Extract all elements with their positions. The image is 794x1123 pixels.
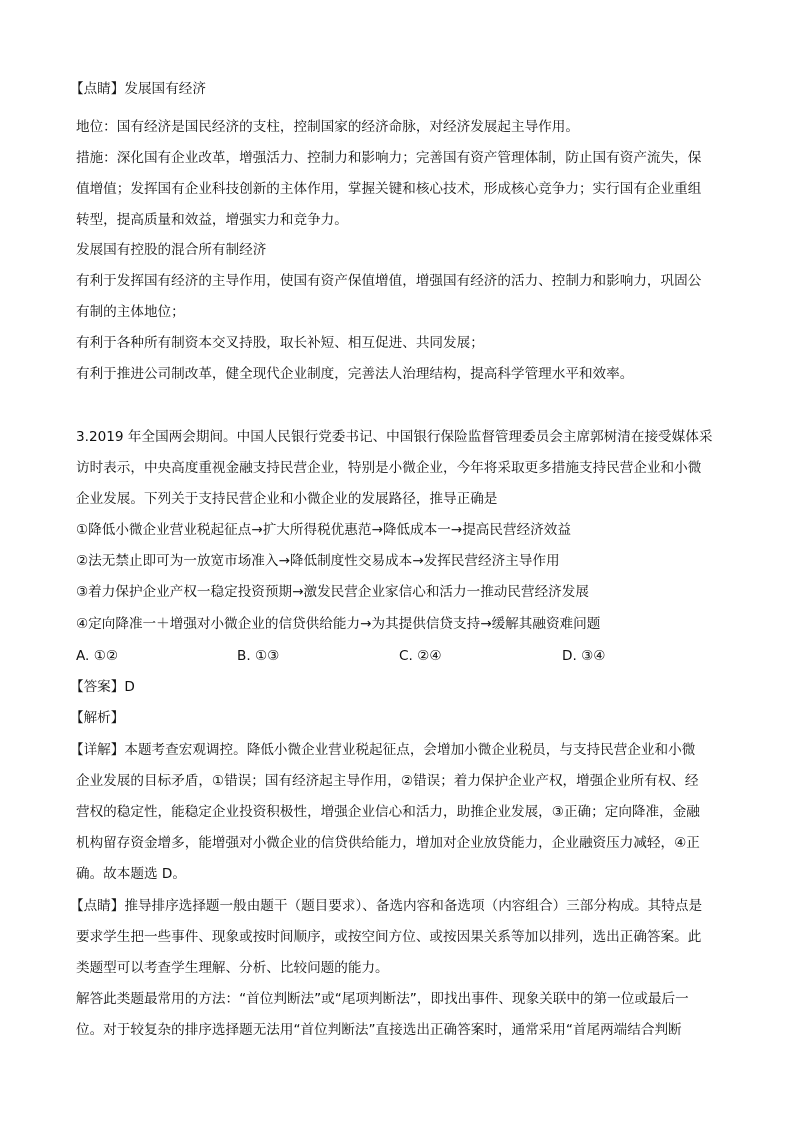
detail-line: 【详解】本题考查宏观调控。降低小微企业营业税起征点，会增加小微企业税员，与支持民营企业和小微: [70, 742, 696, 758]
option-c: C. ②④: [399, 648, 442, 664]
paragraph-line: 转型，提高质量和效益，增强实力和竞争力。: [76, 212, 348, 228]
paragraph-line: 有利于推进公司制改革，健全现代企业制度，完善法人治理结构，提高科学管理水平和效率。: [76, 366, 634, 382]
question-stem-line: 企业发展。下列关于支持民营企业和小微企业的发展路径，推导正确是: [76, 491, 498, 507]
question-item: ②法无禁止即可为一放宽市场准入→降低制度性交易成本→发挥民营经济主导作用: [76, 553, 560, 569]
question-item: ①降低小微企业营业税起征点→扩大所得税优惠范→降低成本一→提高民营经济效益: [76, 522, 571, 538]
tip-line: 【点睛】推导排序选择题一般由题干（题目要求）、备选内容和备选项（内容组合）三部分构成。其特点是: [70, 898, 703, 914]
tip-line: 解答此类题最常用的方法：“首位判断法”或“尾项判断法”，即找出事件、现象关联中的第一位或最后一: [76, 991, 689, 1007]
detail-line: 企业发展的目标矛盾，①错误；国有经济起主导作用，②错误；着力保护企业产权，增强企业所有权、经: [76, 773, 699, 789]
tip-line: 类题型可以考查学生理解、分析、比较问题的能力。: [76, 960, 389, 976]
answer-options: [76, 646, 726, 666]
tip-heading: 【点睛】发展国有经济: [70, 81, 206, 97]
paragraph-line: 发展国有控股的混合所有制经济: [76, 242, 267, 258]
option-a: A. ①②: [76, 648, 119, 664]
question-item: ④定向降准一＋增强对小微企业的信贷供给能力→为其提供信贷支持→缓解其融资难问题: [76, 616, 601, 632]
option-d: D. ③④: [562, 648, 606, 664]
question-item: ③着力保护企业产权一稳定投资预期→激发民营企业家信心和活力一推动民营经济发展: [76, 584, 589, 600]
paragraph-line: 有利于发挥国有经济的主导作用，使国有资产保值增值，增强国有经济的活力、控制力和影响力，巩固公: [76, 273, 702, 289]
tip-line: 要求学生把一些事件、现象或按时间顺序，或按空间方位、或按因果关系等加以排列，选出正确答案。此: [76, 929, 702, 945]
detail-line: 营权的稳定性，能稳定企业投资积极性，增强企业信心和活力，助推企业发展，③正确；定向降准，金融: [76, 804, 700, 820]
answer-line: 【答案】D: [70, 679, 135, 695]
tip-line: 位。对于较复杂的排序选择题无法用“首位判断法”直接选出正确答案时，通常采用“首尾两端结合判断: [76, 1022, 682, 1038]
paragraph-line: 值增值；发挥国有企业科技创新的主体作用，掌握关键和核心技术，形成核心竞争力；实行国有企业重组: [76, 181, 702, 197]
paragraph-line: 有制的主体地位；: [76, 304, 185, 320]
detail-line: 确。故本题选 D。: [76, 866, 186, 882]
analysis-label: 【解析】: [70, 710, 125, 726]
question-stem-line: 3.2019 年全国两会期间。中国人民银行党委书记、中国银行保险监督管理委员会主席郭树清在接受媒体采: [76, 429, 713, 445]
question-stem-line: 访时表示，中央高度重视金融支持民营企业，特别是小微企业，今年将采取更多措施支持民营企业和小微: [76, 460, 702, 476]
paragraph-line: 措施：深化国有企业改革，增强活力、控制力和影响力；完善国有资产管理体制，防止国有资产流失，保: [76, 150, 702, 166]
paragraph-line: 有利于各种所有制资本交叉持股，取长补短、相互促进、共同发展；: [76, 335, 484, 351]
option-b: B. ①③: [237, 648, 280, 664]
detail-line: 机构留存资金增多，能增强对小微企业的信贷供给能力，增加对企业放贷能力，企业融资压力减轻，④正: [76, 835, 700, 851]
paragraph-line: 地位：国有经济是国民经济的支柱，控制国家的经济命脉，对经济发展起主导作用。: [76, 119, 579, 135]
